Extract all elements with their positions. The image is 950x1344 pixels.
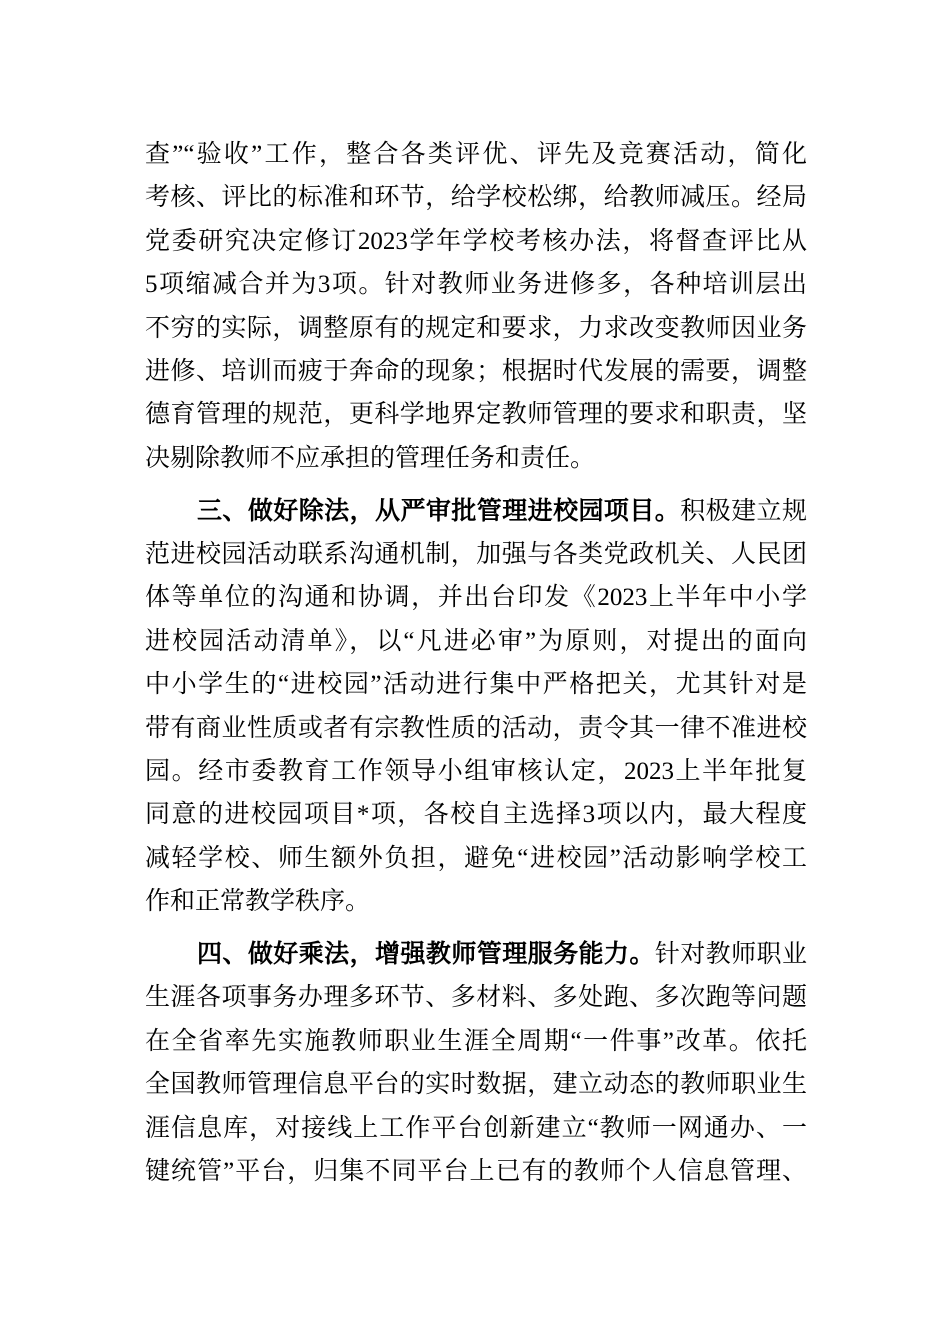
text-line: 园。经市委教育工作领导小组审核认定，2023上半年批复 xyxy=(145,757,807,785)
text-line: 考核、评比的标准和环节，给学校松绑，给教师减压。经局 xyxy=(145,184,807,212)
paragraph-section-3 xyxy=(145,490,807,924)
text-line: 全国教师管理信息平台的实时数据，建立动态的教师职业生 xyxy=(145,1071,807,1099)
text-run: 针对教师职业 xyxy=(654,941,807,969)
text-line: 体等单位的沟通和协调，并出台印发《2023上半年中小学 xyxy=(145,584,807,612)
text-line: 生涯各项事务办理多环节、多材料、多处跑、多次跑等问题 xyxy=(145,984,807,1012)
text-line: 党委研究决定修订2023学年学校考核办法，将督查评比从 xyxy=(145,227,807,255)
paragraph-section-4 xyxy=(145,933,807,1193)
section-heading: 四、做好乘法，增强教师管理服务能力。 xyxy=(197,941,655,969)
text-line: 键统管”平台，归集不同平台上已有的教师个人信息管理、 xyxy=(145,1157,807,1185)
text-line: 涯信息库，对接线上工作平台创新建立“教师一网通办、一 xyxy=(145,1114,807,1142)
text-line: 带有商业性质或者有宗教性质的活动，责令其一律不准进校 xyxy=(145,714,807,742)
text-line: 范进校园活动联系沟通机制，加强与各类党政机关、人民团 xyxy=(145,541,807,569)
text-line-first xyxy=(145,490,807,533)
text-line: 德育管理的规范，更科学地界定教师管理的要求和职责，坚 xyxy=(145,401,807,429)
text-line: 同意的进校园项目*项，各校自主选择3项以内，最大程度 xyxy=(145,801,807,829)
text-line: 决剔除教师不应承担的管理任务和责任。 xyxy=(145,444,596,472)
section-heading: 三、做好除法，从严审批管理进校园项目。 xyxy=(197,497,681,525)
text-line: 不穷的实际，调整原有的规定和要求，力求改变教师因业务 xyxy=(145,314,807,342)
paragraph-continuation xyxy=(145,133,807,480)
text-line: 进校园活动清单》，以“凡进必审”为原则，对提出的面向 xyxy=(145,627,807,655)
document-page xyxy=(145,133,807,1193)
text-line: 查”“验收”工作，整合各类评优、评先及竞赛活动，简化 xyxy=(145,141,807,168)
text-line: 在全省率先实施教师职业生涯全周期“一件事”改革。依托 xyxy=(145,1027,807,1055)
text-line: 中小学生的“进校园”活动进行集中严格把关，尤其针对是 xyxy=(145,671,807,699)
text-run: 积极建立规 xyxy=(680,497,807,525)
text-line: 作和正常教学秩序。 xyxy=(145,888,371,916)
text-line: 进修、培训而疲于奔命的现象；根据时代发展的需要，调整 xyxy=(145,357,807,385)
text-line: 减轻学校、师生额外负担，避免“进校园”活动影响学校工 xyxy=(145,844,807,872)
text-line: 5项缩减合并为3项。针对教师业务进修多，各种培训层出 xyxy=(145,271,807,299)
text-line-first xyxy=(145,933,807,976)
